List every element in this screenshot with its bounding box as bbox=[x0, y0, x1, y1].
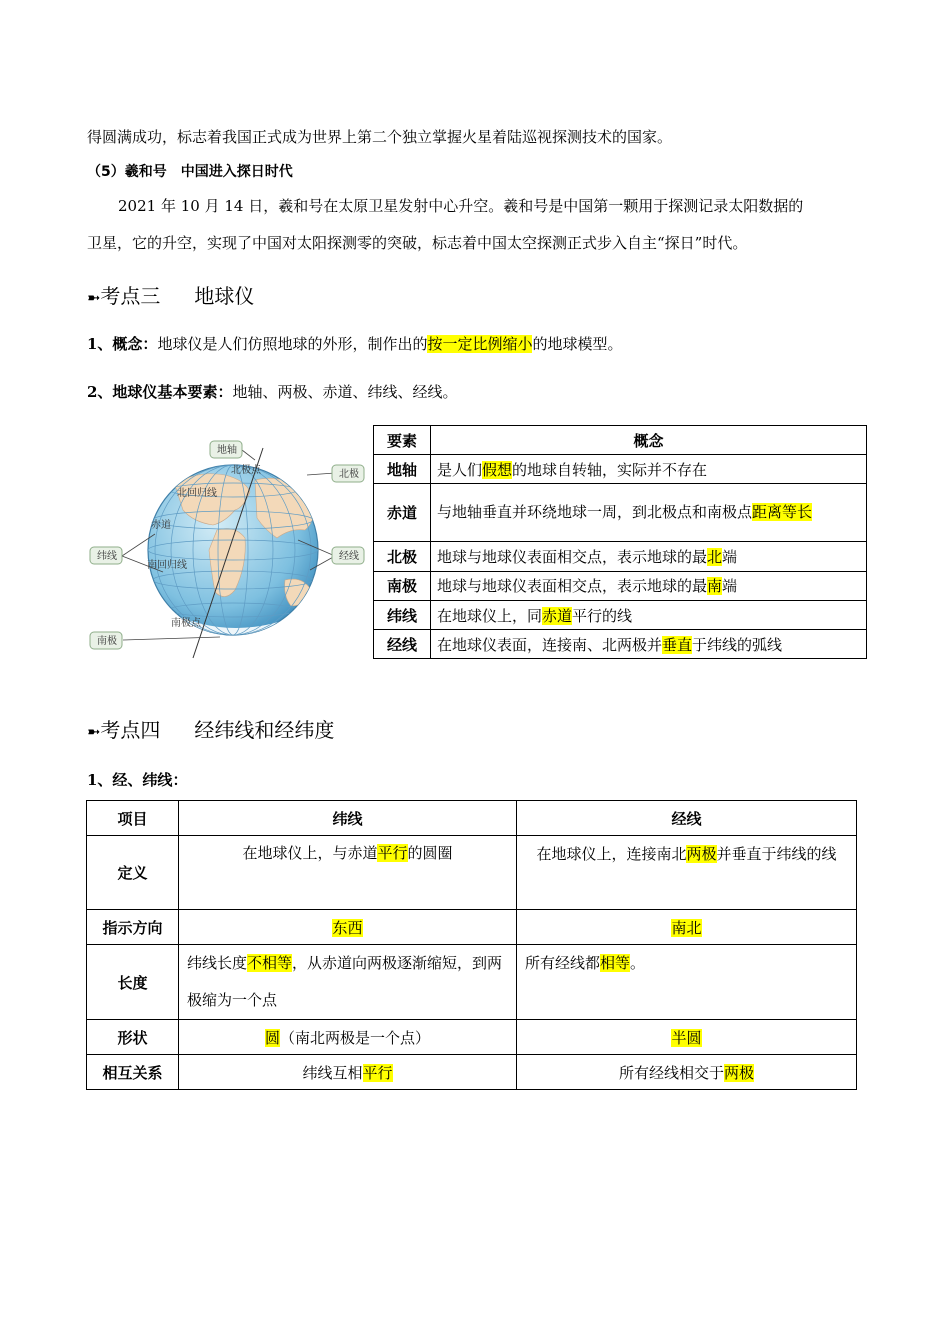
svg-text:地轴: 地轴 bbox=[217, 445, 237, 456]
north-pole-point-label: 北极点 bbox=[231, 465, 261, 476]
tropic-cancer-label: 北回归线 bbox=[177, 488, 217, 499]
svg-text:北极: 北极 bbox=[339, 469, 359, 480]
table-row: 指示方向 东西 南北 bbox=[87, 910, 857, 945]
table-row: 长度 纬线长度不相等，从赤道向两极逐渐缩短，到两极缩为一个点 所有经线都相等。 bbox=[87, 945, 857, 1020]
callout-south bbox=[90, 632, 122, 649]
table-row: 形状 圆（南北两极是一个点） 半圆 bbox=[87, 1020, 857, 1055]
arrow-icon: ➼ bbox=[87, 722, 101, 741]
globe-sphere bbox=[147, 448, 318, 658]
south-pole-point-label: 南极点 bbox=[171, 618, 201, 629]
header-element: 要素 bbox=[374, 426, 431, 455]
table-row: 定义 在地球仪上，与赤道平行的圆圈 在地球仪上，连接南北两极并垂直于纬线的线 bbox=[87, 836, 857, 910]
table-row: 纬线 在地球仪上，同赤道平行的线 bbox=[374, 600, 867, 629]
section4-heading: ➼考点四 经纬线和经纬度 bbox=[87, 718, 335, 742]
svg-text:经线: 经线 bbox=[339, 551, 359, 562]
table-row: 南极 地球与地球仪表面相交点，表示地球的最南端 bbox=[374, 571, 867, 600]
callout-north bbox=[332, 465, 364, 482]
table-row: 北极 地球与地球仪表面相交点，表示地球的最北端 bbox=[374, 542, 867, 571]
table-row: 相互关系 纬线互相平行 所有经线相交于两极 bbox=[87, 1055, 857, 1090]
globe-elements-table bbox=[373, 425, 867, 659]
table-header-row bbox=[87, 801, 857, 836]
item5-paragraph: 2021 年 10 月 14 日，羲和号在太原卫星发射中心升空。羲和号是中国第一颗用于探测记录太阳数据的 卫星，它的升空，实现了中国对太阳探测零的突破，标志着中国太空探测正式步入自主“探日”时代。 bbox=[87, 197, 804, 252]
lat-long-table bbox=[86, 800, 857, 1090]
elements-line: 2、地球仪基本要素：地轴、两极、赤道、纬线、经线。 bbox=[87, 383, 458, 401]
svg-text:纬线: 纬线 bbox=[97, 551, 117, 562]
callout-latitude bbox=[90, 547, 122, 564]
table-header-row bbox=[374, 426, 867, 455]
equator-label: 赤道 bbox=[151, 520, 171, 531]
concept-line: 1、概念：地球仪是人们仿照地球的外形，制作出的按一定比例缩小的地球模型。 bbox=[87, 335, 623, 353]
callout-axis bbox=[210, 441, 242, 458]
item5-title: （5）羲和号 中国进入探日时代 bbox=[87, 164, 293, 180]
subsection-title: 1、经、纬线： bbox=[87, 771, 188, 789]
header-concept: 概念 bbox=[431, 426, 867, 455]
globe-illustration bbox=[85, 430, 370, 662]
header-item: 项目 bbox=[87, 801, 179, 836]
section3-heading: ➼考点三 地球仪 bbox=[87, 284, 255, 308]
svg-text:南极: 南极 bbox=[97, 636, 117, 647]
table-row: 地轴 是人们假想的地球自转轴，实际并不存在 bbox=[374, 455, 867, 484]
header-longitude: 经线 bbox=[517, 801, 857, 836]
tropic-capricorn-label: 南回归线 bbox=[147, 560, 187, 571]
table-row: 经线 在地球仪表面，连接南、北两极并垂直于纬线的弧线 bbox=[374, 630, 867, 659]
intro-line: 得圆满成功，标志着我国正式成为世界上第二个独立掌握火星着陆巡视探测技术的国家。 bbox=[87, 128, 673, 146]
callout-longitude bbox=[332, 547, 364, 564]
arrow-icon: ➼ bbox=[87, 288, 101, 307]
header-latitude: 纬线 bbox=[179, 801, 517, 836]
table-row: 赤道 与地轴垂直并环绕地球一周，到北极点和南极点距离等长 bbox=[374, 484, 867, 542]
